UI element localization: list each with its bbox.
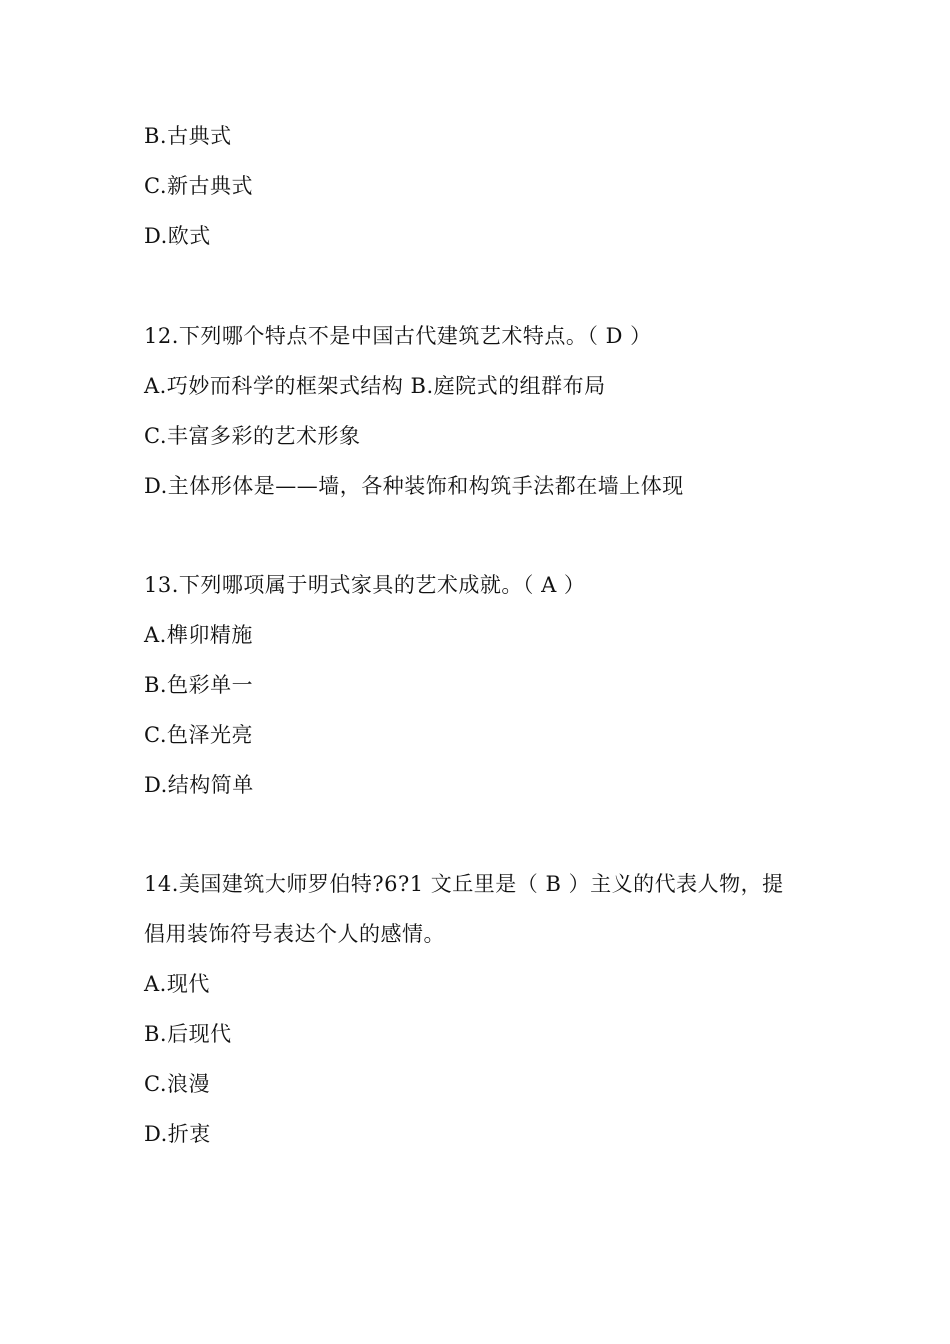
q13-option-b: B.色彩单一	[144, 673, 254, 697]
q14-option-b: B.后现代	[144, 1022, 232, 1046]
q13-question: 13.下列哪项属于明式家具的艺术成就。（ A ）	[144, 573, 586, 597]
q13-option-c: C.色泽光亮	[144, 723, 253, 747]
q14-option-a: A.现代	[144, 972, 210, 996]
q12-option-d: D.主体形体是——墙，各种装饰和构筑手法都在墙上体现	[144, 474, 684, 498]
q14-option-c: C.浪漫	[144, 1072, 210, 1096]
q11-option-d: D.欧式	[144, 224, 211, 248]
q13-option-d: D.结构简单	[144, 773, 254, 797]
q13-option-a: A.榫卯精施	[144, 623, 253, 647]
q14-option-d: D.折衷	[144, 1122, 211, 1146]
q14-question-line1: 14.美国建筑大师罗伯特?6?1 文丘里是（ B ）主义的代表人物，提	[144, 872, 784, 896]
q12-question: 12.下列哪个特点不是中国古代建筑艺术特点。（ D ）	[144, 324, 652, 348]
q14-question-line2: 倡用装饰符号表达个人的感情。	[144, 922, 445, 946]
q12-options-ab: A.巧妙而科学的框架式结构 B.庭院式的组群布局	[144, 374, 606, 398]
q11-option-b: B.古典式	[144, 124, 232, 148]
q12-option-c: C.丰富多彩的艺术形象	[144, 424, 361, 448]
q11-option-c: C.新古典式	[144, 174, 253, 198]
